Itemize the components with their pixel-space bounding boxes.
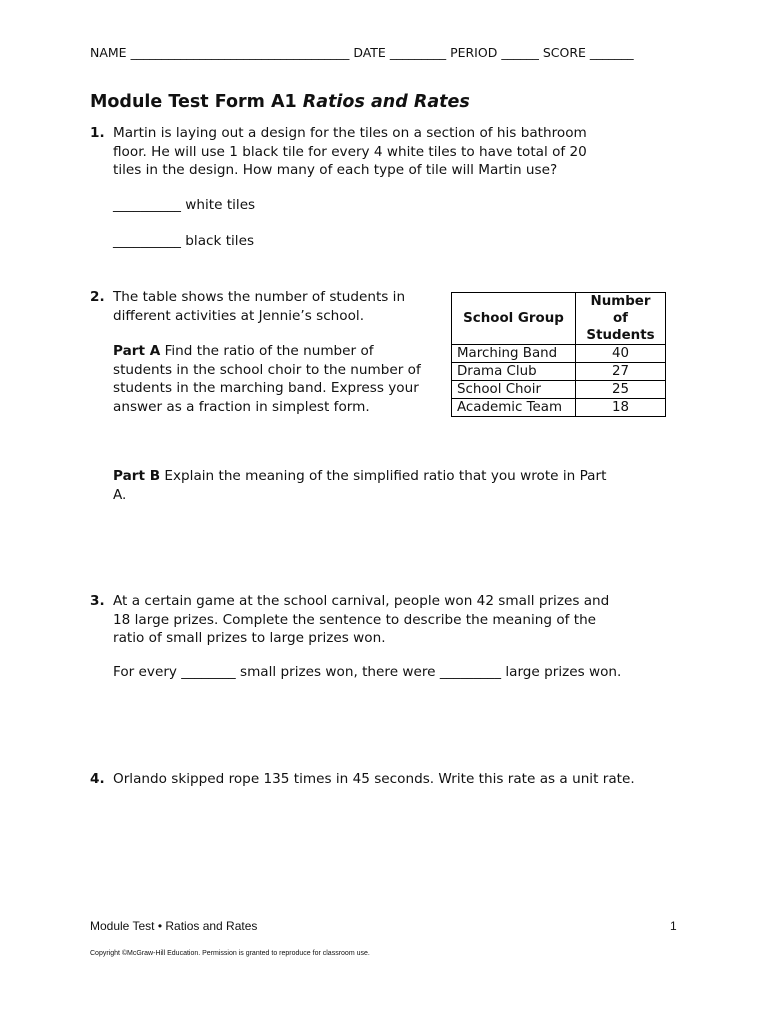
student-info-header: [90, 45, 634, 60]
table-header-row: [452, 293, 666, 345]
text-line: floor. He will use 1 black tile for every 4 white tiles to have total of 20: [113, 143, 587, 160]
part-a-label: Part A: [113, 343, 161, 359]
part-b: [113, 467, 633, 504]
group-cell: Drama Club: [452, 363, 576, 381]
text-line: students in the school choir to the number of: [113, 361, 421, 378]
text-line: ratio of small prizes to large prizes won.: [113, 630, 386, 646]
text-line: students in the marching band. Express your: [113, 380, 419, 396]
score-blank[interactable]: _______: [589, 45, 634, 60]
answer-black-tiles[interactable]: __________ black tiles: [113, 233, 255, 249]
table-row: [452, 345, 666, 363]
name-blank[interactable]: ___________________________________: [130, 45, 350, 60]
group-cell: Academic Team: [452, 399, 576, 417]
text-line: answer as a fraction in simplest form.: [113, 398, 370, 415]
count-cell: 25: [576, 381, 666, 399]
title-subtitle: Ratios and Rates: [302, 92, 470, 112]
title-main: Module Test Form A1: [90, 92, 297, 112]
question-intro: [113, 288, 443, 325]
table-row: [452, 381, 666, 399]
count-cell: 40: [576, 345, 666, 363]
school-groups-table: [451, 292, 666, 417]
score-label: SCORE: [542, 45, 586, 60]
text-line: A.: [113, 486, 127, 503]
date-blank[interactable]: _________: [389, 45, 447, 60]
page-number: 1: [670, 919, 677, 933]
question-number: 3.: [90, 593, 105, 609]
copyright-notice: Copyright ©McGraw-Hill Education. Permission is granted to reproduce for classroom use.: [90, 950, 370, 957]
text-line: tiles in the design. How many of each type of tile will Martin use?: [113, 162, 558, 178]
text-line: different activities at Jennie’s school.: [113, 307, 365, 324]
text-line: 18 large prizes. Complete the sentence to describe the meaning of the: [113, 611, 597, 628]
group-cell: Marching Band: [452, 345, 576, 363]
name-label: NAME: [90, 45, 127, 60]
header-school-group: School Group: [452, 293, 576, 345]
fill-in-sentence[interactable]: For every ________ small prizes won, there were _________ large prizes won.: [113, 664, 622, 680]
period-blank[interactable]: ______: [501, 45, 539, 60]
table-row: [452, 363, 666, 381]
text-line: The table shows the number of students in: [113, 289, 406, 305]
text-line: Find the ratio of the number of: [164, 343, 374, 359]
text-line: Martin is laying out a design for the tiles on a section of his bathroom: [113, 125, 587, 141]
footer-module-title: Module Test • Ratios and Rates: [90, 919, 258, 933]
table-row: [452, 399, 666, 417]
question-text: [113, 592, 643, 648]
count-cell: 18: [576, 399, 666, 417]
part-a: [113, 342, 443, 416]
text-line: Explain the meaning of the simplified ratio that you wrote in Part: [164, 468, 607, 484]
answer-white-tiles[interactable]: __________ white tiles: [113, 197, 256, 213]
text-line: At a certain game at the school carnival, people won 42 small prizes and: [113, 593, 610, 609]
group-cell: School Choir: [452, 381, 576, 399]
question-number: 2.: [90, 289, 105, 305]
header-number-of-students: Number of Students: [576, 293, 666, 345]
part-b-label: Part B: [113, 468, 161, 484]
question-number: 1.: [90, 125, 105, 141]
page-title: [90, 92, 470, 112]
count-cell: 27: [576, 363, 666, 381]
question-text: Orlando skipped rope 135 times in 45 seconds. Write this rate as a unit rate.: [113, 771, 635, 787]
period-label: PERIOD: [450, 45, 498, 60]
question-number: 4.: [90, 771, 105, 787]
date-label: DATE: [353, 45, 386, 60]
question-text: [113, 124, 633, 180]
